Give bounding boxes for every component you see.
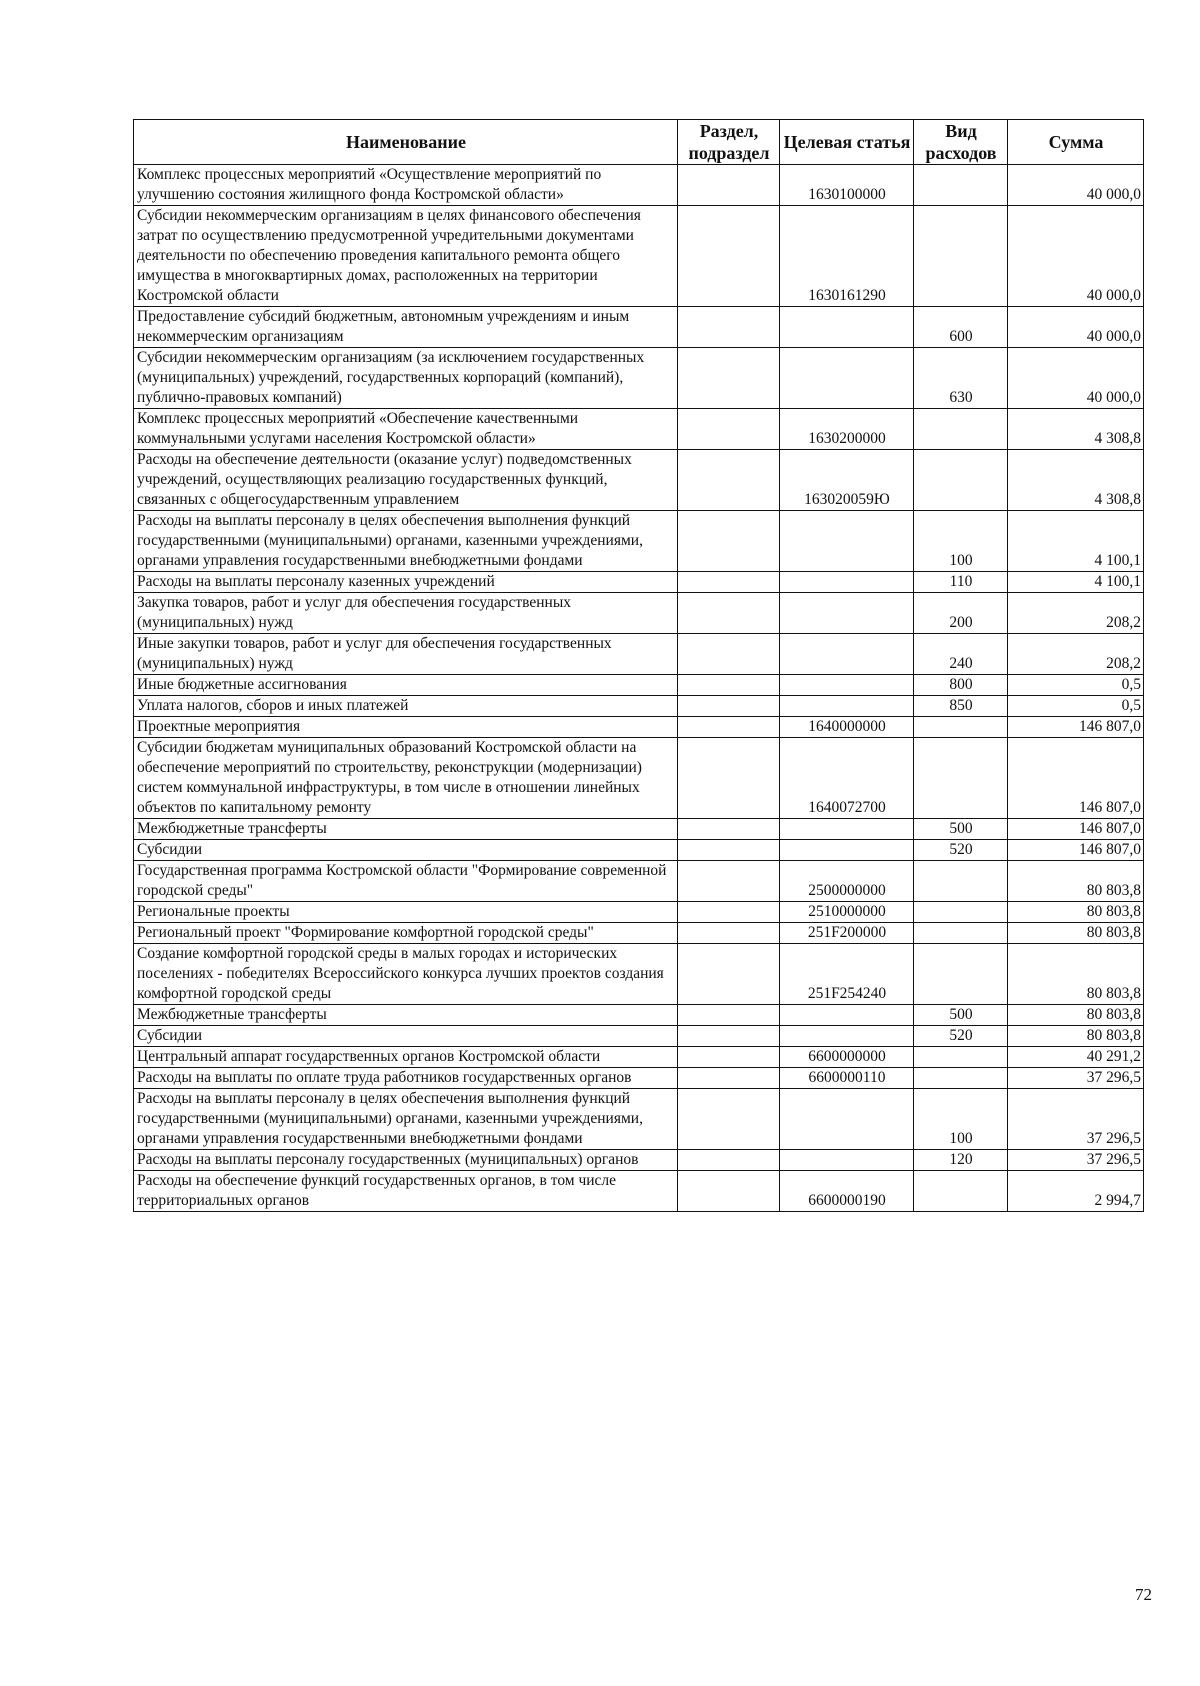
row-amount: 80 803,8: [1008, 923, 1144, 944]
row-amount: 40 291,2: [1008, 1047, 1144, 1068]
row-expense-type: [914, 944, 1008, 1005]
row-amount: 208,2: [1008, 593, 1144, 634]
table-row: [134, 165, 1144, 206]
row-name: Уплата налогов, сборов и иных платежей: [134, 696, 678, 717]
table-row: [134, 717, 1144, 738]
row-expense-type: 520: [914, 1026, 1008, 1047]
row-section: [678, 206, 780, 307]
row-expense-type: [914, 1171, 1008, 1212]
row-target: 251F200000: [780, 923, 914, 944]
row-name: Расходы на выплаты по оплате труда работников государственных органов: [134, 1068, 678, 1089]
row-expense-type: 500: [914, 1005, 1008, 1026]
row-name: Расходы на выплаты персоналу казенных учреждений: [134, 572, 678, 593]
row-amount: 4 100,1: [1008, 572, 1144, 593]
row-name: Комплекс процессных мероприятий «Обеспечение качественными коммунальными услугами населения Костромской области»: [134, 409, 678, 450]
table-row: [134, 1005, 1144, 1026]
row-expense-type: 200: [914, 593, 1008, 634]
row-amount: 4 308,8: [1008, 409, 1144, 450]
row-name: Субсидии некоммерческим организациям (за исключением государственных (муниципальных) учреждений, государственных корпораций (компаний), публично-правовых компаний): [134, 348, 678, 409]
row-name: Расходы на выплаты персоналу в целях обеспечения выполнения функций государственными (муниципальными) органами, казенными учреждениями, органами управления государственными внебюджетными фондами: [134, 511, 678, 572]
row-section: [678, 738, 780, 819]
row-expense-type: 500: [914, 819, 1008, 840]
row-target: [780, 840, 914, 861]
row-target: 163020059Ю: [780, 450, 914, 511]
row-expense-type: [914, 206, 1008, 307]
row-amount: 146 807,0: [1008, 840, 1144, 861]
row-amount: 146 807,0: [1008, 738, 1144, 819]
row-section: [678, 923, 780, 944]
row-target: 1640000000: [780, 717, 914, 738]
row-amount: 146 807,0: [1008, 717, 1144, 738]
budget-table: [133, 119, 1144, 1212]
row-expense-type: 240: [914, 634, 1008, 675]
row-section: [678, 593, 780, 634]
row-target: 6600000190: [780, 1171, 914, 1212]
row-target: [780, 1026, 914, 1047]
row-name: Расходы на выплаты персоналу государственных (муниципальных) органов: [134, 1150, 678, 1171]
row-expense-type: [914, 717, 1008, 738]
row-section: [678, 696, 780, 717]
table-row: [134, 1171, 1144, 1212]
row-target: 1640072700: [780, 738, 914, 819]
row-section: [678, 1089, 780, 1150]
table-header: [134, 120, 1144, 165]
row-name: Межбюджетные трансферты: [134, 1005, 678, 1026]
row-expense-type: [914, 923, 1008, 944]
row-section: [678, 902, 780, 923]
row-name: Субсидии: [134, 1026, 678, 1047]
row-section: [678, 634, 780, 675]
table-row: [134, 450, 1144, 511]
row-amount: 40 000,0: [1008, 348, 1144, 409]
row-amount: 80 803,8: [1008, 1005, 1144, 1026]
row-target: 2510000000: [780, 902, 914, 923]
row-target: [780, 1089, 914, 1150]
row-name: Комплекс процессных мероприятий «Осуществление мероприятий по улучшению состояния жилищного фонда Костромской области»: [134, 165, 678, 206]
row-section: [678, 840, 780, 861]
table-row: [134, 572, 1144, 593]
row-expense-type: [914, 861, 1008, 902]
row-amount: 40 000,0: [1008, 206, 1144, 307]
row-target: [780, 1150, 914, 1171]
row-target: [780, 348, 914, 409]
row-expense-type: [914, 1068, 1008, 1089]
row-section: [678, 675, 780, 696]
header-section: Раздел, подраздел: [678, 120, 780, 165]
row-expense-type: 520: [914, 840, 1008, 861]
row-name: Расходы на обеспечение деятельности (оказание услуг) подведомственных учреждений, осуществляющих реализацию государственных функций, связанных с общегосударственным управлением: [134, 450, 678, 511]
row-target: [780, 819, 914, 840]
table-row: [134, 923, 1144, 944]
row-amount: 80 803,8: [1008, 861, 1144, 902]
row-expense-type: [914, 165, 1008, 206]
row-amount: 37 296,5: [1008, 1068, 1144, 1089]
table-row: [134, 1068, 1144, 1089]
table-row: [134, 675, 1144, 696]
row-target: 2500000000: [780, 861, 914, 902]
row-amount: 80 803,8: [1008, 1026, 1144, 1047]
row-section: [678, 450, 780, 511]
table-row: [134, 206, 1144, 307]
row-target: [780, 634, 914, 675]
header-target: Целевая статья: [780, 120, 914, 165]
page-number: 72: [1135, 1585, 1152, 1604]
row-target: 6600000110: [780, 1068, 914, 1089]
row-amount: 4 100,1: [1008, 511, 1144, 572]
table-row: [134, 738, 1144, 819]
row-expense-type: 600: [914, 307, 1008, 348]
row-target: [780, 511, 914, 572]
row-target: 1630100000: [780, 165, 914, 206]
row-section: [678, 861, 780, 902]
row-section: [678, 348, 780, 409]
row-amount: 4 308,8: [1008, 450, 1144, 511]
row-expense-type: [914, 409, 1008, 450]
table-row: [134, 409, 1144, 450]
row-section: [678, 1171, 780, 1212]
table-row: [134, 307, 1144, 348]
row-name: Расходы на выплаты персоналу в целях обеспечения выполнения функций государственными (муниципальными) органами, казенными учреждениями, органами управления государственными внебюджетными фондами: [134, 1089, 678, 1150]
row-target: [780, 675, 914, 696]
table-row: [134, 1026, 1144, 1047]
table-body: [134, 165, 1144, 1212]
row-name: Региональный проект "Формирование комфортной городской среды": [134, 923, 678, 944]
table-row: [134, 819, 1144, 840]
row-name: Иные бюджетные ассигнования: [134, 675, 678, 696]
row-expense-type: [914, 902, 1008, 923]
table-row: [134, 861, 1144, 902]
row-section: [678, 1005, 780, 1026]
row-section: [678, 307, 780, 348]
table-row: [134, 1047, 1144, 1068]
row-expense-type: 100: [914, 511, 1008, 572]
row-expense-type: 110: [914, 572, 1008, 593]
row-name: Предоставление субсидий бюджетным, автономным учреждениям и иным некоммерческим организациям: [134, 307, 678, 348]
row-name: Субсидии бюджетам муниципальных образований Костромской области на обеспечение мероприятий по строительству, реконструкции (модернизации) систем коммунальной инфраструктуры, в том числе в отношении линейных объектов по капитальному ремонту: [134, 738, 678, 819]
row-name: Иные закупки товаров, работ и услуг для обеспечения государственных (муниципальных) нужд: [134, 634, 678, 675]
row-name: Создание комфортной городской среды в малых городах и исторических поселениях - победителях Всероссийского конкурса лучших проектов создания комфортной городской среды: [134, 944, 678, 1005]
row-amount: 37 296,5: [1008, 1150, 1144, 1171]
row-name: Расходы на обеспечение функций государственных органов, в том числе территориальных органов: [134, 1171, 678, 1212]
row-amount: 80 803,8: [1008, 902, 1144, 923]
row-section: [678, 572, 780, 593]
row-section: [678, 1150, 780, 1171]
row-expense-type: 850: [914, 696, 1008, 717]
table-row: [134, 634, 1144, 675]
table-row: [134, 1150, 1144, 1171]
row-target: [780, 696, 914, 717]
row-section: [678, 1026, 780, 1047]
row-expense-type: 800: [914, 675, 1008, 696]
row-amount: 40 000,0: [1008, 307, 1144, 348]
row-name: Субсидии: [134, 840, 678, 861]
row-target: 1630161290: [780, 206, 914, 307]
row-expense-type: [914, 450, 1008, 511]
row-amount: 208,2: [1008, 634, 1144, 675]
row-section: [678, 511, 780, 572]
row-target: [780, 593, 914, 634]
row-amount: 0,5: [1008, 675, 1144, 696]
header-expense-type: Вид расходов: [914, 120, 1008, 165]
row-section: [678, 165, 780, 206]
table-row: [134, 593, 1144, 634]
row-section: [678, 944, 780, 1005]
row-amount: 80 803,8: [1008, 944, 1144, 1005]
row-name: Государственная программа Костромской области "Формирование современной городской среды": [134, 861, 678, 902]
row-section: [678, 717, 780, 738]
row-amount: 40 000,0: [1008, 165, 1144, 206]
row-target: [780, 307, 914, 348]
row-expense-type: 630: [914, 348, 1008, 409]
row-amount: 37 296,5: [1008, 1089, 1144, 1150]
row-target: [780, 1005, 914, 1026]
row-expense-type: 100: [914, 1089, 1008, 1150]
table-row: [134, 348, 1144, 409]
row-amount: 146 807,0: [1008, 819, 1144, 840]
row-amount: 2 994,7: [1008, 1171, 1144, 1212]
row-amount: 0,5: [1008, 696, 1144, 717]
row-section: [678, 1068, 780, 1089]
row-section: [678, 1047, 780, 1068]
table-row: [134, 1089, 1144, 1150]
row-target: 251F254240: [780, 944, 914, 1005]
row-name: Закупка товаров, работ и услуг для обеспечения государственных (муниципальных) нужд: [134, 593, 678, 634]
row-name: Проектные мероприятия: [134, 717, 678, 738]
row-section: [678, 409, 780, 450]
row-section: [678, 819, 780, 840]
table-row: [134, 902, 1144, 923]
row-name: Субсидии некоммерческим организациям в целях финансового обеспечения затрат по осуществлению предусмотренной учредительными документами деятельности по обеспечению проведения капитального ремонта общего имущества в многоквартирных домах, расположенных на территории Костромской области: [134, 206, 678, 307]
row-expense-type: 120: [914, 1150, 1008, 1171]
row-expense-type: [914, 1047, 1008, 1068]
row-target: 6600000000: [780, 1047, 914, 1068]
row-name: Межбюджетные трансферты: [134, 819, 678, 840]
table-row: [134, 840, 1144, 861]
row-name: Региональные проекты: [134, 902, 678, 923]
table-row: [134, 696, 1144, 717]
header-name: Наименование: [134, 120, 678, 165]
row-name: Центральный аппарат государственных органов Костромской области: [134, 1047, 678, 1068]
row-target: 1630200000: [780, 409, 914, 450]
table-row: [134, 511, 1144, 572]
row-target: [780, 572, 914, 593]
header-amount: Сумма: [1008, 120, 1144, 165]
row-expense-type: [914, 738, 1008, 819]
table-row: [134, 944, 1144, 1005]
